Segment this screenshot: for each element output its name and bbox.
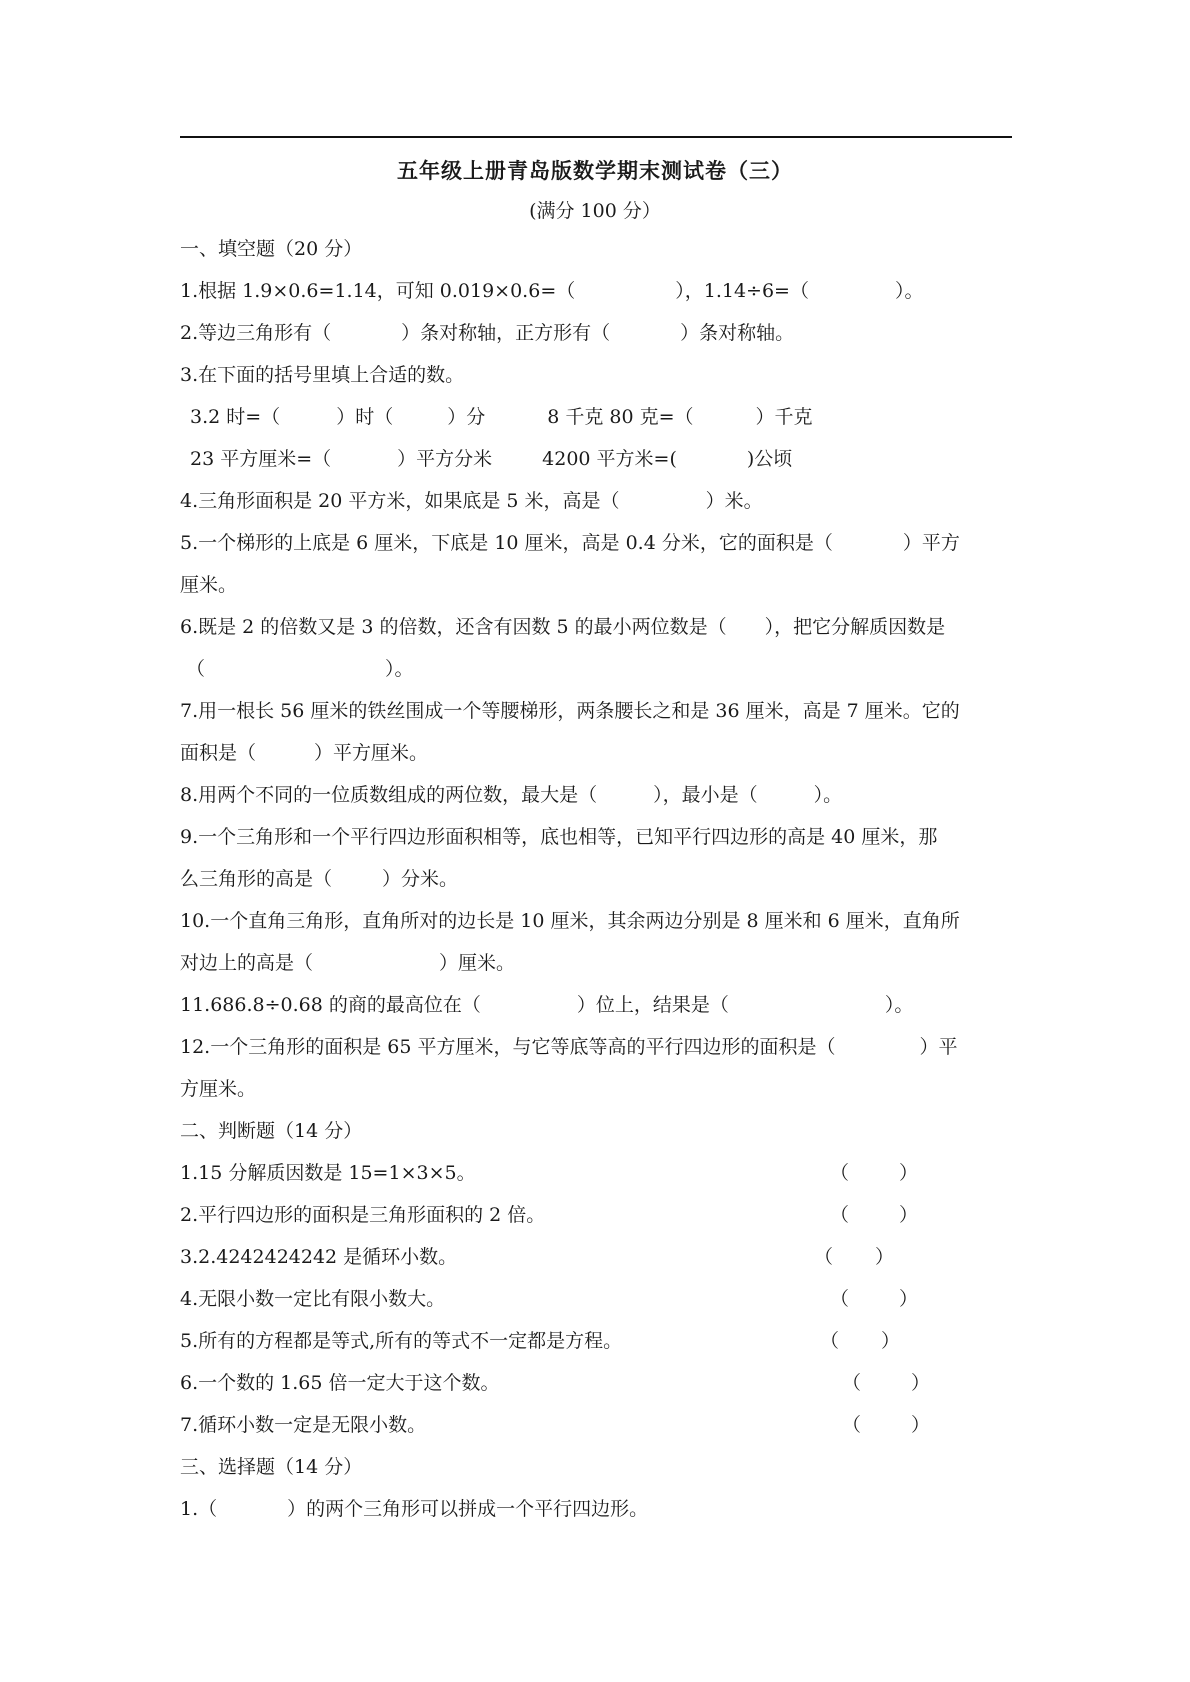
- page-subtitle: (满分 100 分）: [529, 200, 661, 222]
- q-text: ）米。: [705, 490, 763, 512]
- question-1-9-cont: [180, 866, 458, 892]
- q-text: ）。: [813, 784, 843, 806]
- answer-blank[interactable]: （ ）: [830, 1162, 919, 1184]
- q-text: 么三角形的高是（: [180, 868, 333, 890]
- q-text: 3.2 时=（: [190, 406, 281, 428]
- q-text: 8 千克 80 克=（: [547, 406, 694, 428]
- q-text: ）平: [919, 1036, 958, 1058]
- q-text: （: [186, 658, 206, 680]
- q-text: ），1.14÷6=（: [675, 280, 809, 302]
- answer-blank[interactable]: （ ）: [814, 1246, 895, 1268]
- q-text: ）平方分米: [397, 448, 493, 470]
- q-text: 面积是（: [180, 742, 257, 764]
- question-1-6-cont: [186, 656, 414, 682]
- question-1-3: 3.在下面的括号里填上合适的数。: [180, 364, 465, 386]
- q-text: 6.既是 2 的倍数又是 3 的倍数，还含有因数 5 的最小两位数是（: [180, 616, 727, 638]
- q-text: 1.（: [180, 1498, 218, 1520]
- question-1-8: [180, 782, 842, 808]
- q-text: ）分: [447, 406, 486, 428]
- question-1-10-cont: [180, 950, 515, 976]
- q-text: ）厘米。: [439, 952, 516, 974]
- answer-blank[interactable]: （ ）: [830, 1288, 919, 1310]
- answer-blank[interactable]: （ ）: [842, 1414, 931, 1436]
- q-text: ）的两个三角形可以拼成一个平行四边形。: [287, 1498, 649, 1520]
- q-text: ），最小是（: [653, 784, 758, 806]
- question-1-5: [180, 530, 960, 556]
- q-text: 2.等边三角形有（: [180, 322, 332, 344]
- q-text: 1.根据 1.9×0.6=1.14，可知 0.019×0.6=（: [180, 280, 576, 302]
- q-text: ）。: [884, 994, 914, 1016]
- judge-item: 5.所有的方程都是等式,所有的等式不一定都是方程。: [180, 1330, 623, 1352]
- judge-item: 7.循环小数一定是无限小数。: [180, 1414, 427, 1436]
- q-text: ）平方: [902, 532, 960, 554]
- question-1-4: [180, 488, 763, 514]
- answer-blank[interactable]: （ ）: [820, 1330, 901, 1352]
- page-title: 五年级上册青岛版数学期末测试卷（三）: [397, 158, 793, 183]
- q-text: ）平方厘米。: [314, 742, 429, 764]
- q-text: ）分米。: [382, 868, 459, 890]
- answer-blank[interactable]: （ ）: [842, 1372, 931, 1394]
- q-text: 对边上的高是（: [180, 952, 314, 974]
- question-1-3a: [190, 404, 813, 430]
- q-text: 8.用两个不同的一位质数组成的两位数，最大是（: [180, 784, 598, 806]
- q-text: 4.三角形面积是 20 平方米，如果底是 5 米，高是（: [180, 490, 620, 512]
- question-1-12-cont: 方厘米。: [180, 1078, 257, 1100]
- question-1-9: 9.一个三角形和一个平行四边形面积相等，底也相等，已知平行四边形的高是 40 厘米，那: [180, 826, 938, 848]
- q-text: ）千克: [755, 406, 813, 428]
- judge-item: 4.无限小数一定比有限小数大。: [180, 1288, 446, 1310]
- question-1-10: 10.一个直角三角形，直角所对的边长是 10 厘米，其余两边分别是 8 厘米和 6 厘米，直角所: [180, 910, 960, 932]
- answer-blank[interactable]: （ ）: [830, 1204, 919, 1226]
- q-text: ），把它分解质因数是: [764, 616, 946, 638]
- q-text: ）条对称轴，正方形有（: [401, 322, 611, 344]
- q-text: ）。: [385, 658, 414, 680]
- section-heading-fill: 一、填空题（20 分）: [180, 238, 363, 260]
- question-1-2: [180, 320, 794, 346]
- question-1-7: 7.用一根长 56 厘米的铁丝围成一个等腰梯形，两条腰长之和是 36 厘米，高是 7 厘米。它的: [180, 700, 960, 722]
- question-1-12: [180, 1034, 958, 1060]
- q-text: )公顷: [746, 448, 793, 470]
- section-heading-choice: 三、选择题（14 分）: [180, 1456, 363, 1478]
- q-text: ）时（: [336, 406, 394, 428]
- q-text: 23 平方厘米=（: [190, 448, 332, 470]
- section-heading-judge: 二、判断题（14 分）: [180, 1120, 363, 1142]
- q-text: 12.一个三角形的面积是 65 平方厘米，与它等底等高的平行四边形的面积是（: [180, 1036, 836, 1058]
- q-text: ）条对称轴。: [680, 322, 795, 344]
- question-1-6: [180, 614, 945, 640]
- judge-item: 3.2.4242424242 是循环小数。: [180, 1246, 458, 1268]
- top-rule: [180, 136, 1012, 138]
- choice-question-1: [180, 1496, 648, 1522]
- q-text: 11.686.8÷0.68 的商的最高位在（: [180, 994, 481, 1016]
- q-text: ）位上，结果是（: [576, 994, 729, 1016]
- question-1-5-cont: 厘米。: [180, 574, 238, 596]
- judge-item: 2.平行四边形的面积是三角形面积的 2 倍。: [180, 1204, 546, 1226]
- q-text: ）。: [894, 280, 924, 302]
- question-1-7-cont: [180, 740, 428, 766]
- q-text: 5.一个梯形的上底是 6 厘米，下底是 10 厘米，高是 0.4 分米，它的面积是（: [180, 532, 833, 554]
- judge-item: 1.15 分解质因数是 15=1×3×5。: [180, 1162, 476, 1184]
- question-1-3b: [190, 446, 792, 472]
- question-1-11: [180, 992, 913, 1018]
- q-text: 4200 平方米=(: [542, 448, 677, 470]
- question-1-1: [180, 278, 923, 304]
- judge-item: 6.一个数的 1.65 倍一定大于这个数。: [180, 1372, 500, 1394]
